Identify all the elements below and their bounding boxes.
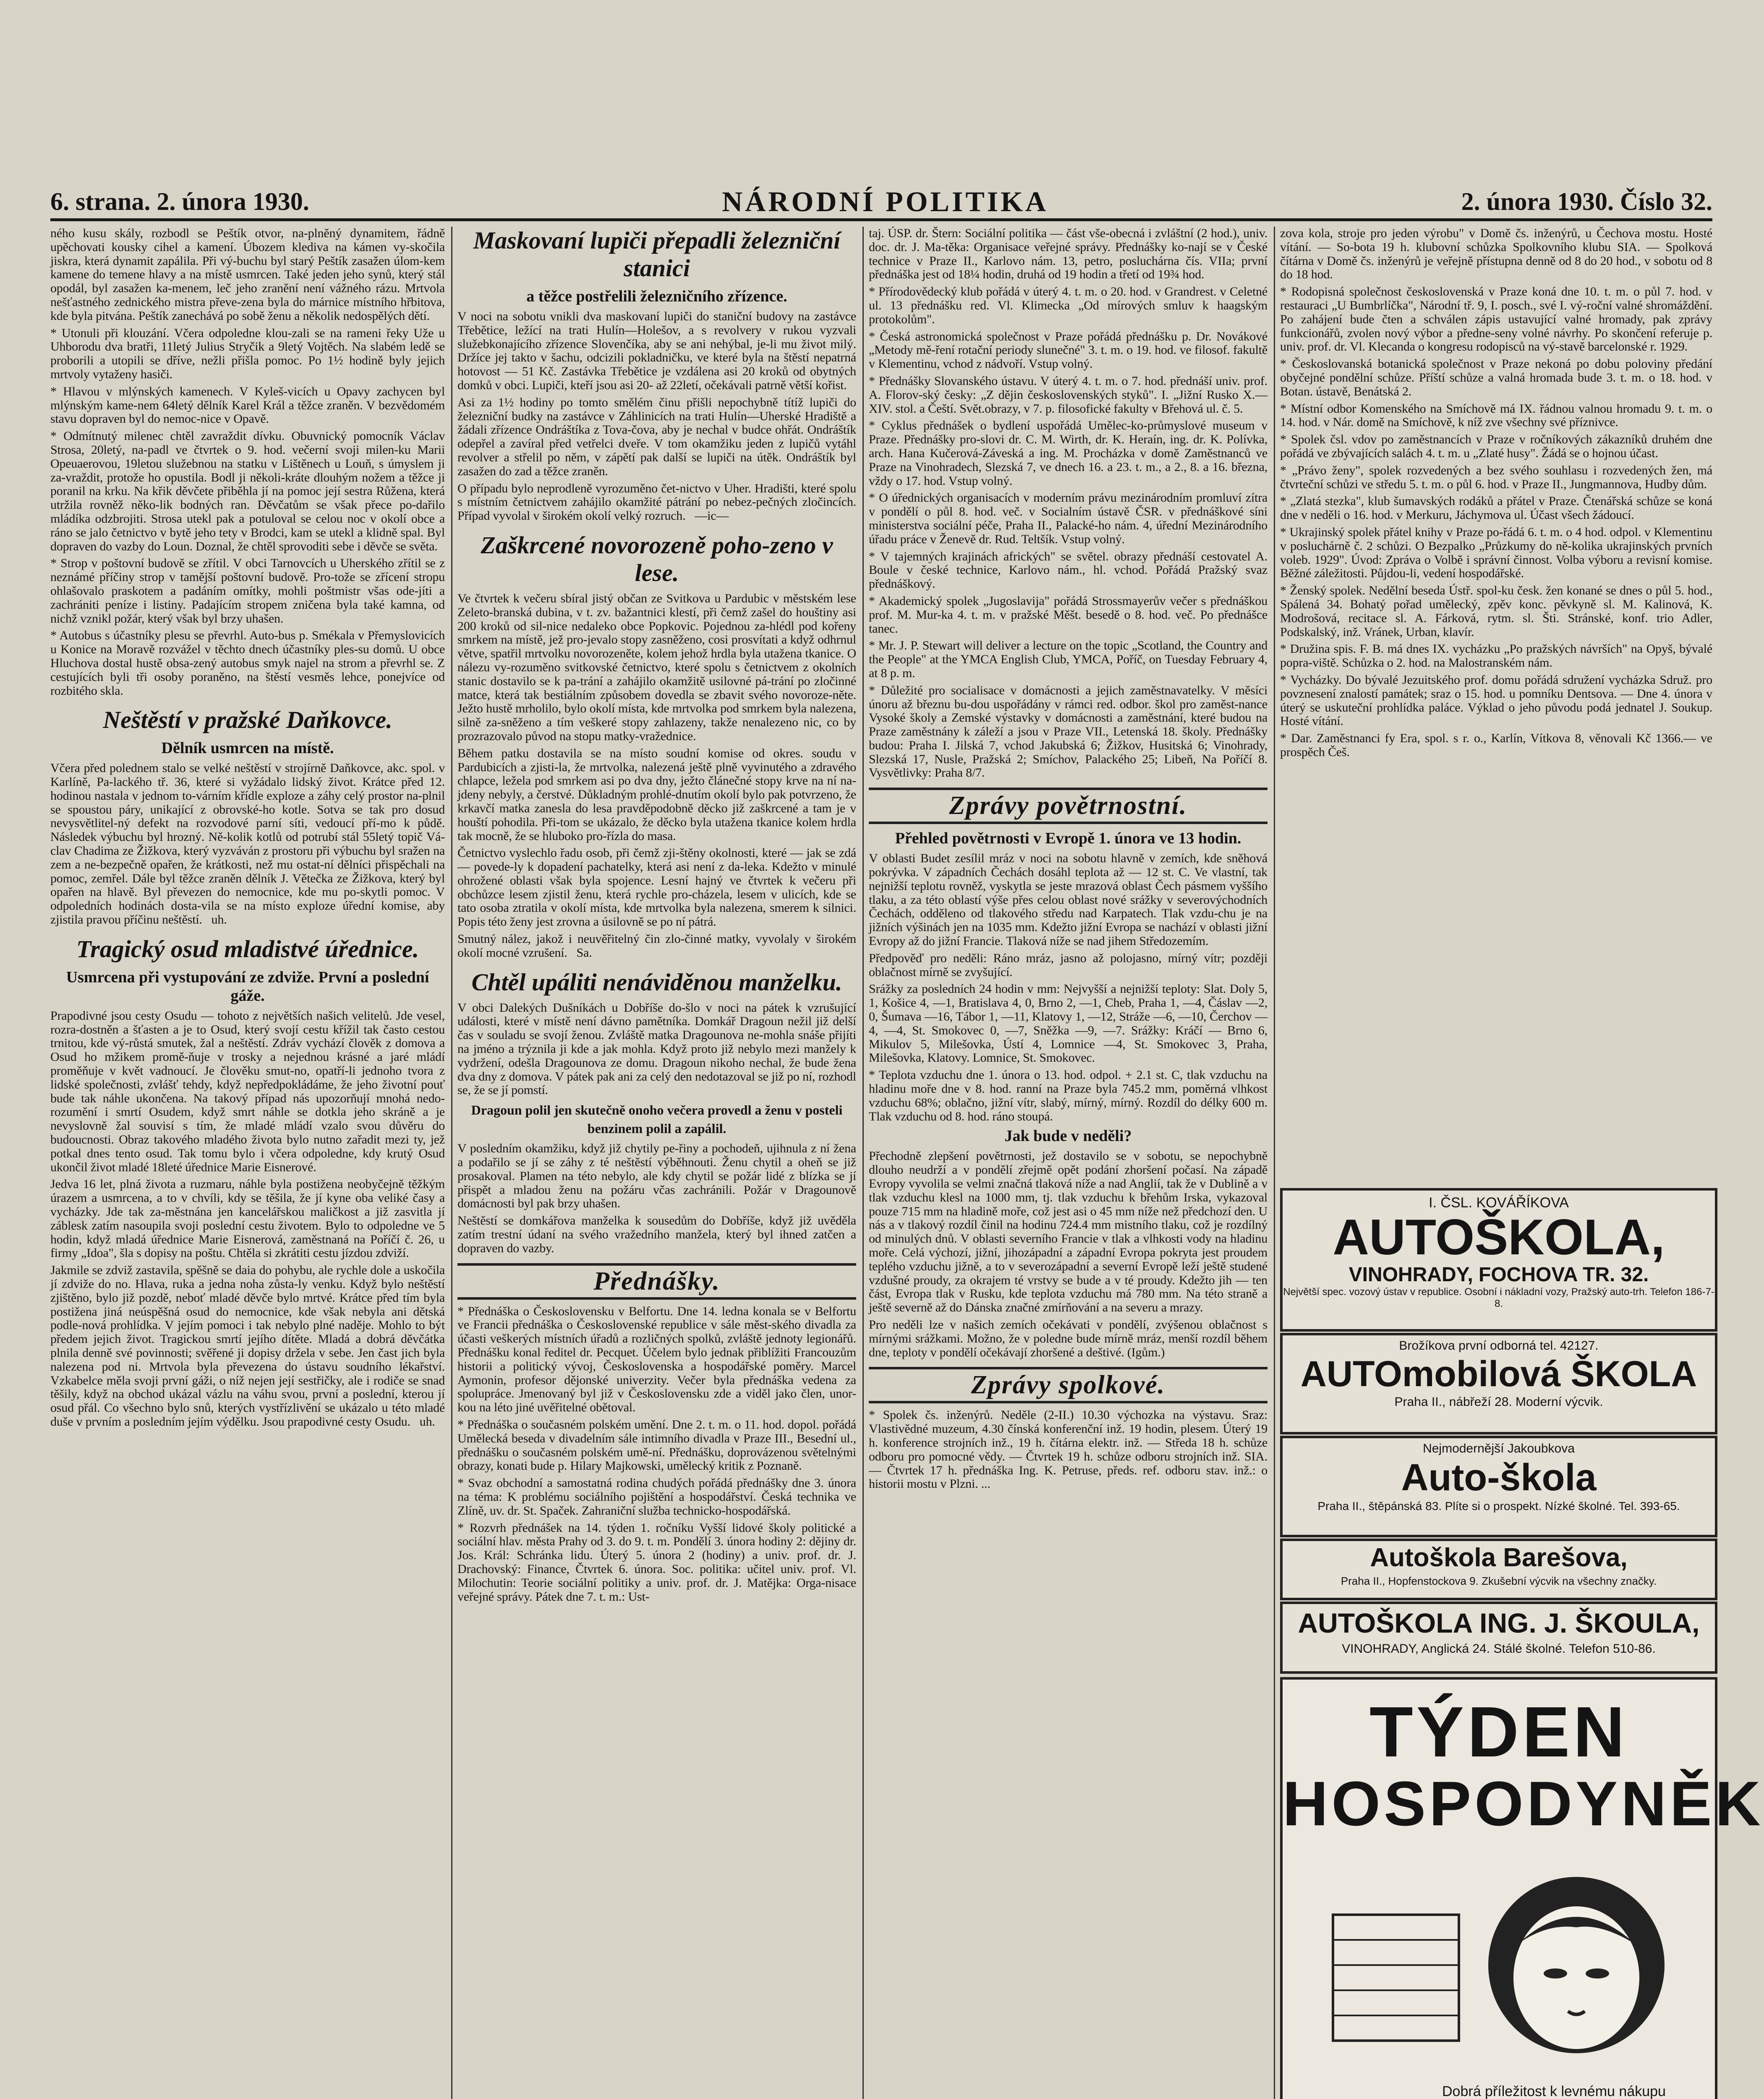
masthead: NÁRODNÍ POLITIKA <box>722 185 1049 217</box>
header-left: 6. strana. 2. února 1930. <box>50 187 309 215</box>
ad-text: Dobrá příležitost k levnému nákupu <box>1442 2083 1666 2099</box>
article-text: * Rozvrh přednášek na 14. týden 1. ročníku Vyšší lidové školy politické a sociální hlav. města Prahy od 3. do 9. t. m. Pondělí 3. února hodiny 2: dějiny dr. Jos. Král: Schránka lidu. Úterý 5. února 2 (hodiny) a univ. prof. dr. J. Drachovský: Finance, Čtvrtek 6. února. Soc. politika: učitel univ. prof. Vl. Milochutin: Teorie sociální politiky a univ. prof. dr. J. Matějka: Orga-nisace veřejné správy. Pátek dne 7. t. m.: Ust- <box>457 1521 860 1604</box>
article-text: * Strop v poštovní budově se zřítil. V obci Tarnovcích u Uherského zřítil se z neznámé příčiny strop v tamější poštovní budově. Pro-tože se zřícení stropu ohlašovalo praskotem a padáním omítky, mohli poštmistr všas ode-jíti a zachrániti peníze i listiny. Padajícím stropem zničena byla také kamna, od nichž vznikl požár, který však byl brzy uhašen. <box>50 556 448 626</box>
page-header <box>50 185 1712 221</box>
article-text: V obci Dalekých Dušníkách u Dobříše do-šlo v noci na pátek k vzrušující události, které v místě není dávno pamětníka. Domkář Dragoun nežil již delší čas v souladu se svojí ženou. Zvláště matka Dragounova ne-mohla snáše přijíti na jméno a trýznila ji kde a jak mohla. Když proto již nebylo mezi manžely k vydržení, odešla Dragounova ze domu. Dragoun nikoho nechal, že bude žena dva dny z domova. V pátek pak ani za celý den nedotazoval se již po ní, rozhodl se, že se jí pomstí. <box>457 1000 860 1097</box>
subheadline: a těžce postřelili železničního zřízence. <box>526 288 787 305</box>
article-text: Přechodně zlepšení povětrnosti, jež dostavilo se v sobotu, se nepochybně dlouho neudrží a v pondělí zřejmě opět podání zhoršení počasí. Na západě Evropy vyvolila se velmi značná tlaková níže a nad Anglií, tak že v Dublině a v tlak vzduchu klesl na 1000 mm, tj. tlak vzduchu k břehům Irska, vykazoval pouze 715 mm na hladině moře, což jest asi o 45 mm níže než předchozí den. U nás a v tlakový rozdíl činil na hodinu 724.4 mm mistního tlaku, což je rozdílný od minulých dnů. V oblasti severního Francie v tlak a vlhkosti vody na hladinu moře. Celá výchozí, jižní, jihozápadní a západní Evropa pokryta jest proudem teplého vzduchu jižně, a to v severozápadní a severní Evropě leží ještě studené vzdušné proudy, za okrajem té vrstvy se bude a v té proudy. Kdežto jih — ten část, Evropa tlak v Rusku, kde teplota vzduchu má 780 mm. Na této straně a ještě severně až do Dánska značné zmírňování a na severu a mrazy. <box>869 1149 1271 1315</box>
article-text: * Přednáška o Československu v Belfortu. Dne 14. ledna konala se v Belfortu ve Francii přednáška o Československé republice v sále měst-ského divadla za účasti veškerých místních úřadů a rozličných spolků, zvláště jednoty legionářů. Přednášku konal ředitel dr. Pecquet. Účelem bylo jednak přiblížiti Francouzům historii a politický vývoj, Československa a hospodářské poměry. Marcel Aymonin, profesor dějonské univerzity. Večer byla přednáška vedena za spolupráce. Jmenovaný byl již v Československu zde a viděl jako člen, unor-kou na léto jiné uvěřitelné obětoval. <box>457 1304 860 1415</box>
article-text: * Utonuli při klouzání. Včera odpoledne klou-zali se na rameni řeky Uže u Uhborodu dva bratři, 11letý Julius Stryčik a 9letý Vojtěch. Na slabém ledě se proborili a utopili se dříve, nežli přišla pomoc. Po 1½ hodině byly jejich mrtvoly vytaženy hasiči. <box>50 326 448 381</box>
article-text: * O úřednických organisacích v moderním právu mezinárodním promluví zítra v pondělí o půl 8. hod. več. v Socialním ústavě ČSR. v přednáškové síni ministerstva sociální péče, Praha II., Palacké-ho nám. 4, úřední Mezinárodního úřadu práce v Ženevě dr. Rud. Teltšík. Vstup volný. <box>869 491 1271 546</box>
article-text: * Autobus s účastníky plesu se převrhl. Auto-bus p. Smékala v Přemyslovicích u Konice na Moravě rozvážel v těchto dnech účastníky ples-su domů. U obce Hluchova dostal hustě obsa-zený autobus smyk najel na strom a převrhl se. Z cestujících byli tři osoby poraněno, na štěstí vesměs lehce, ponejvíce od rozbitého skla. <box>50 628 448 698</box>
article-text: * Mr. J. P. Stewart will deliver a lecture on the topic „Scotland, the Country and the People" at the YMCA English Club, YMCA, Poříč, on Tuesday February 4, at 8 p. m. <box>869 639 1271 680</box>
column-1 <box>50 226 448 2099</box>
header-right: 2. února 1930. Číslo 32. <box>1461 187 1712 215</box>
article-text: Jedva 16 let, plná života a ruzmaru, náhle byla postižena neobyčejně těžkým úrazem a usmrcena, a to v chvíli, kdy se těšila, že jí kyne oba veliké časy a vycházky. Jde tak za-městnána jen kancelářskou maličkost a již zasvitla jí záblesk zatím nasoupila svoji poslední cestu životem. Bylo to odpoledne ve 5 hodin, když mladá úřednice Marie Eisnerová, zaměstnaná na Poříčí č. 26, u firmy „Idoa", šla s dopisy na poštu. Chtěla si zkrátiti cestu jízdou zdviží. <box>50 1177 448 1260</box>
ad-text: Nejmodernější Jakoubkova <box>1423 1442 1575 1455</box>
ad-address: VINOHRADY, FOCHOVA TR. 32. <box>1348 1264 1649 1286</box>
article-text: Asi za 1½ hodiny po tomto smělém činu přišli nepochybně títíž lupiči do železniční budky na zastávce v Záhlinicích na trati Hulín—Uherské Hradiště a žádali zřízence Ondráštíka z Tova-čova, aby je nechal v budce ohřát. Ondráštík odepřel a zavíral před vetřelci dveře. V tom okamžiku jeden z lupičů vytáhl revolver a střelil po něm, v zápětí pak další se lupiči na útěk. Ondráštík byl zasažen do zad a těžce zraněn. <box>457 395 860 478</box>
article-text: * „Zlatá stezka", klub šumavských rodáků a přátel v Praze. Čtenářská schůze se koná dne v neděli o 16. hod. v Merkuru, Jáchymova ul. Účast všech žádoucí. <box>1280 494 1716 522</box>
article-text: O případu bylo neprodleně vyrozuměno čet-nictvo v Uher. Hradišti, které spolu s místním četnictvem zahájilo okamžité pátrání po nebez-pečných zločincích. Případ vyvolal v širokém okolí velký rozruch. —ic— <box>457 481 860 523</box>
article-text: Neštěstí se domkářova manželka k sousedům do Dobříše, když již uvěděla zatím trestní údaní na svého vražedního manžela, který byl ihned zatčen a dopraven do vazby. <box>457 1214 860 1255</box>
article-text: Srážky za posledních 24 hodin v mm: Nejvyšší a nejnižší teploty: Slat. Doly 5, 1, Košice 4, —1, Bratislava 4, 0, Brno 2, —1, Cheb, Praha 1, —4, Čáslav —2, 0, Šumava —16, Tábor 1, —11, Klatovy 1, —12, Stráže —6, —10, Čerchov —4, —4, St. Smokovec 0, —7, Sněžka —9, —7. Srážky: Kráčí — Brno 6, Mikulov 5, Milešovka, Ústí 4, Lomnice —4, St. Smokovec 3, Praha, Milešovka, Klatovy. Lomnice, St. Smokovec. <box>869 982 1271 1065</box>
headline: Chtěl upáliti nenáviděnou manželku. <box>471 968 842 996</box>
article-text: Během patku dostavila se na místo soudní komise od okres. soudu v Pardubicích a zjisti-la, že mrtvolka, nalezená ještě plně vyvinutého a zdravého chlapce, ležela pod smrkem asi po dva dny, ježto článečné stopy krve na ní na-jdeny nebyly, a čerstvé. Důkladným prohlé-dnutím okolí bylo pak potvrzeno, že krkavčí matka zanesla do lesa pravděpodobně děcko již zaškrcené a tam je v houští pohodila. Při-tom se ukázalo, že děcko byla utažena tkanice kolem hrdla tak mocně, že se hluboko pro-řízla do masa. <box>457 746 860 843</box>
housewife-illustration-icon <box>1283 1839 1710 2074</box>
ad-title: HOSPODYNĚK <box>1283 1768 1764 1839</box>
article-text: * V tajemných krajinách afrických" se světel. obrazy přednáší cestovatel A. Boule v české technice, Karlovo nám., hl. vchod. Pořádá Pražský svaz přednáškový. <box>869 549 1271 591</box>
ad-tyden-hospodynek <box>1280 1677 1764 2099</box>
article-text: * Cyklus přednášek o bydlení uspořádá Umělec-ko-průmyslové museum v Praze. Přednášky pro-slovi dr. C. M. Wirth, dr. K. Heraín, ing. dr. K. Polívka, arch. Hana Kučerová-Záveská a ing. M. Procházka v domě Zaměstnanců ve Praze na Vinohradech, Slezská 7, ve dnech 16. a 23. t. m., a 2., 8. a 16. března, vždy o 17. hod. Vstup volný. <box>869 419 1271 488</box>
column-rule <box>862 227 864 2099</box>
ad-skoula <box>1280 1602 1717 1674</box>
article-text: * Přírodovědecký klub pořádá v úterý 4. t. m. o 20. hod. v Grandrest. v Celetné ul. 13 přednášku red. Vl. Klimecka „Od mírových smluv k haagským protokolům". <box>869 285 1271 326</box>
headline: Zaškrcené novorozeně poho-zeno v lese. <box>481 531 833 586</box>
article-text: taj. ÚSP. dr. Štern: Sociální politika — část vše-obecná i zvláštní (2 hod.), univ. doc. dr. J. Ma-těka: Organisace veřejné správy. Přednášky ko-nají se v České technice v Praze II., Karlovo nám. 13, petro, posluchárna čís. VIIa; první přednáška jest od 18¼ hodin, druhá od 19 hodin a třetí od 19¾ hod. <box>869 226 1271 282</box>
headline: Tragický osud mladistvé úřednice. <box>76 935 419 963</box>
article-text: V noci na sobotu vnikli dva maskovaní lupiči do staniční budovy na zastávce Třebětice, ležící na trati Hulín—Holešov, a s revolvery v rukou vyzvali služebkonajícího zřízence Slovenčíka, aby se ani nehýbal, je-li mu život milý. Držíce jej takto v šachu, odcizili pokladničku, ve které byla na štěstí nepatrná hotovost — 51 Kč. Zastávka Třebětice je vzdálena asi 20 kroků od obytných domků v obci. Lupiči, kteří jsou asi 20- až 22letí, očekávali patrně větší kořist. <box>457 309 860 392</box>
article-text: * Ženský spolek. Nedělní beseda Ústř. spol-ku česk. žen konané se dnes o půl 5. hod., Spálená 34. Bohatý pořad umělecký, zpěv konc. pěvkyně sl. M. Kalinová, K. Modrošová, recitace sl. A. Fárková, rytm. sl. Šti. Stránské, konf. trio Adler, Podskalský, inž. Vránek, Urban, klavír. <box>1280 584 1716 639</box>
article-text: * Přednášky Slovanského ústavu. V úterý 4. t. m. o 7. hod. přednáší univ. prof. A. Florov-ský česky: „Z dějin československých styků". I. „Jižní Rusko X.—XIV. stol. a Čeští. Svět.obrazy, v 7. p. filosofické fakulty v Břehová ul. č. 5. <box>869 374 1270 416</box>
article-text: Včera před polednem stalo se velké neštěstí v strojírně Daňkovce, akc. spol. v Karlíně, Pa-lackého tř. 36, které si vyžádalo lidský život. Krátce před 12. hodinou nastala v jednom to-várním křídle exploze a záhy celý prostor na-plnil se spoustou páry, unikající z obrovské-ho kotle. Sotva se tak pro dosud nevysvětlitel-ný defekt na rozvodové parní síti, vedoucí pří-mo k půdě. Následek výbuchu byl hrozný. Ně-kolik kotlů od potrubí stál 55letý topič Vá-clav Chadima ze Žižkova, který vyzváván z prostoru při výbuchu byl sražen na zem a ne-bezpečně opařen, že krátkosti, než mu ostat-ní dělníci přispěchali na pomoc, zemřel. Dále byl těžce zraněn dělník J. Větečka ze Žižkova, který byl opařen na hlavě. Byl převezen do nemocnice, kde mu po-skytli pomoc. V odpoledních hodinách dosta-vila se na místo exploze úřední komise, aby zjistila pravou příčinu neštěstí. uh. <box>50 761 448 927</box>
ad-title: AUTOŠKOLA, <box>1333 1209 1665 1265</box>
article-text: * Hlavou v mlýnských kamenech. V Kyleš-vicích u Opavy zachycen byl mlýnským kame-nem 64letý dělník Karel Král a těžce zraněn. V bezvědomém stavu dopraven byl do nemoc-nice v Opavě. <box>50 384 448 426</box>
article-text: * Místní odbor Komenského na Smíchově má IX. řádnou valnou hromadu 9. t. m. o 14. hod. v Nár. domě na Smíchově, k níž zve všechny své příznivce. <box>1280 401 1716 429</box>
article-text: zova kola, stroje pro jeden výrobu" v Domě čs. inženýrů, u Čechova mostu. Hosté vítání. — So-bota 19 h. klubovní schůzka Spolkovního klubu SIA. — Spolková čítárna v Domě čs. inženýrů je veřejně přístupna denně od 8 do 20 hod., v sobotu od 8 do 18 hod. <box>1280 226 1716 282</box>
article-text: Předpověď pro neděli: Ráno mráz, jasno až polojasno, mírný vítr; později oblačnost mírně se zvyšující. <box>869 951 1271 979</box>
section-heading: Přednášky. <box>457 1263 856 1300</box>
column-3 <box>869 226 1271 2099</box>
subheadline: Jak bude v neděli? <box>1004 1127 1132 1145</box>
article-text: * Družina spis. F. B. má dnes IX. vycházku „Po pražských návrších" na Opyš, bývalé popra-viště. Schůzka o 2. hod. na Malostranském nám. <box>1280 642 1716 670</box>
article-text: * Svaz obchodní a samostatná rodina chudých pořádá přednášky dne 3. února na téma: K problému sociálního pojištění a hospodářství. Česká technika ve Zlíně, uv. dr. St. Spaček. Zahraniční služba technicko-hospodářská. <box>457 1476 860 1518</box>
ad-brozikova <box>1280 1333 1717 1434</box>
article-text: Jakmile se zdviž zastavila, spěšně se daia do pohybu, ale rychle dole a uskočila jí zdviže do no. Hlava, ruka a jedna noha zůsta-ly venku. Když bylo neštěstí zjištěno, bylo již pozdě, neboť mladé děvče bylo mrtvé. Krátce před tím byla postižena jiná neúspěšná osud do nemocnice, kde však nebyla ani dětská podle-nová prohlídka. V jejím pomoci i tak nebylo plné naděje. Mohlo to být předem jejich život. Tragickou smrtí jejího dítěte. Mladá a dobrá děvčátka plnila denně své povinnosti; svěřené ji dopisy držela v sebe. Jen čast jich byla nalezena pod ni. Mrtvola byla převezena do ústavu soudního lékařství. Vzkabelce měla svoji první gáži, o níž nejen její sestřičky, ale i rodiče se snad těšily, když na obchod ukázal vázlu na váhu svou, první a poslední, kterou jí osud přál. Co všechno bylo snů, kterých vystřízlivění se ukázalo u této mladé duše v prvním a posledním jejím výdělku. Jsou prapodivné cesty Osudu. uh. <box>50 1263 448 1429</box>
article-text: Prapodivné jsou cesty Osudu — tohoto z největších našich velitelů. Jde vesel, rozra-dostněn a šťasten a je to Osud, který svojí cestu křížil tak často cestou trnitou, kde vý-růstá smutek, žal a neštěstí. Zdráv vychází člověk z domova a Osud ho mžikem promě-ňuje v trosky a nejednou krásné a jaré mládí proměňuje v květ vadnoucí. Je člověku smut-no, opatří-li jednoho tvora z lidské společnosti, zvlášť tehdy, když nepředpokládáme, že jeho životní pouť bude tak náhle ukončena. Na takový případ nás upozorňují mnohá nedo-rozumění i smrtí Osudem, když smrt náhle se dotkla jeho skráně a je nevyslovně žal souvisí s tím, že mladé mládí vzalo svou důvěru do budoucnosti. Obraz takového mladého života bylo nutno zařadit mezi ty, jež potkal dnes tento osud. Tak tomu bylo i včera odpoledne, kdy krutý Osud ukončil život mladé 18leté úřednice Marie Eisnerové. <box>50 1008 448 1174</box>
ad-jakoubkova <box>1280 1436 1717 1537</box>
subheadline: Dělník usmrcen na místě. <box>161 739 334 757</box>
ad-kovarikova <box>1280 1188 1717 1332</box>
article-text: * Akademický spolek „Jugoslavija" pořádá Strossmayerův večer s přednáškou prof. M. Mur-ka 4. t. m. v pražské Měšt. besedě o 8. hod. več. Po přednášce tanec. <box>869 594 1271 636</box>
ad-address: Praha II., nábřeží 28. Moderní výcvik. <box>1394 1395 1603 1409</box>
ad-address: VINOHRADY, Anglická 24. Stálé školné. Telefon 510-86. <box>1342 1642 1656 1656</box>
ad-text: Praha II., Hopfenstockova 9. Zkušební výcvik na všechny značky. <box>1341 1575 1657 1587</box>
column-rule <box>1274 227 1275 2099</box>
article-text: * Dar. Zaměstnanci fy Era, spol. s r. o., Karlín, Vítkova 8, věnovali Kč 1366.— ve prospěch Češ. <box>1280 731 1716 759</box>
article-text: Pro neděli lze v našich zemích očekávati v pondělí, zvýšenou oblačnost s mírnými srážkami. Možno, že v poledne bude mírně mráz, menší rozdíl během dne, teploty v pondělí očekávají zhoršené a deštivé. (Igům.) <box>869 1317 1271 1359</box>
article-text: * Odmítnutý milenec chtěl zavraždit dívku. Obuvnický pomocník Václav Strosa, 20letý, na-padl ve čtvrtek o 9. hod. večerní svoji milen-ku Marii Opeuaerovou, 19letou služebnou na statku v Lištěnech u Louň, s úmyslem ji za-vraždit, protože ho opustila. Bodl ji několi-kráte dlouhým nožem a těžce ji poranil na krku. Na křik děvčete přiběhla jí na pomoc její sestra Růžena, která utržila rovněž něko-lik bodných ran. Děvčatům se však přece po-dařilo mládíka odzbrojiti. Strosa utekl pak a potuloval se celou noc v okolí obce a ráno se jalo četnictvo v bytě jeho tety v Brodci, kam se utekl a klidně spal. Byl dopraven do vazby do Loun. Doznal, že chtěl sprovoditi sebe i děvče se světa. <box>50 429 448 553</box>
ad-address: Praha II., štěpánská 83. Plíte si o prospekt. Nízké školné. Tel. 393-65. <box>1317 1500 1680 1513</box>
ad-title: TÝDEN <box>1369 1692 1628 1772</box>
article-text: * Rodopisná společnost československá v Praze koná dne 10. t. m. o půl 7. hod. v restauraci „U Bumbrlíčka", Národní tř. 9, I. posch., své I. vý-roční valné shromáždění. Po zahájení bude čten a schválen zápis ustavující valné hromady, pak zprávy funkcionářů, zvolen nový výbor a předne-seny volné návrhy. Po skončení referuje p. univ. prof. dr. Vl. Klecanda o kongresu rodopisců na vý-stavě barcelonské r. 1929. <box>1280 285 1716 354</box>
ad-title: AUTOŠKOLA ING. J. ŠKOULA, <box>1298 1607 1700 1638</box>
ad-title: Autoškola Barešova, <box>1370 1543 1628 1572</box>
ad-text: I. ČSL. KOVÁŘÍKOVA <box>1429 1195 1569 1211</box>
article-text: V posledním okamžiku, když již chytily pe-řiny a pochodeň, ujihnula z ní žena a podařilo se jí se záhy z té neštěstí výběhnouti. Ženu chytil a oheň se již prosakoval. Plamen na této nebylo, ale kdy chytil se požár lidé z blízka se jí přispět a mladou ženu na požáru včas zachránili. Požár v Dragounově domácnosti byl pak brzy uhašen. <box>457 1141 860 1211</box>
section-heading: Zprávy spolkové. <box>869 1367 1267 1403</box>
article-text: * Spolek čs. inženýrů. Neděle (2-II.) 10.30 výchozka na výstavu. Sraz: Vlastivědné muzeum, 4.30 čínská konferenční inž. 19 hodin, plesem. Úterý 19 h. konference strojních inž., 19 h. čítárna elektr. inž. — Středa 18 h. schůze odboru pro pomocné vědy. — Čtvrtek 19 h. schůze odboru strojních inž. SIA. — Čtvrtek 17 h. přednáška Ing. K. Petruse, předs. ref. odboru stav. inž.: o historii mostu v Plzni. ... <box>869 1408 1271 1491</box>
subheadline: Přehled povětrnosti v Evropě 1. února ve 13 hodin. <box>895 830 1241 848</box>
column-2 <box>457 227 860 2099</box>
ad-title: Auto-škola <box>1401 1457 1597 1499</box>
ad-text: Největší spec. vozový ústav v republice. Osobní i nákladní vozy, Pražský auto-trh. Telefon 186-7-8. <box>1283 1286 1714 1309</box>
section-heading: Zprávy povětrnostní. <box>869 788 1267 824</box>
headline: Neštěstí v pražské Daňkovce. <box>103 706 392 734</box>
column-rule <box>451 227 452 2099</box>
ad-text: Brožíkova první odborná tel. 42127. <box>1399 1339 1599 1353</box>
ad-baresova <box>1280 1539 1717 1600</box>
subheadline: Usmrcena při vystupování ze zdviže. První a poslední gáže. <box>66 968 429 1005</box>
article-text: * Vycházky. Do bývalé Jezuitského prof. domu pořádá sdružení vycházka Sdruž. pro povznesení znalostí památek; sraz o 15. hod. u pomníku Dentsova. — Dne 4. února v úterý se uskuteční prohlídka paláce. Výklad o jeho původu podá jednatel J. Soukup. Hosté vítání. <box>1280 673 1716 728</box>
article-text: * Ukrajinský spolek přátel knihy v Praze po-řádá 6. t. m. o 4 hod. odpol. v Klementinu v posluchárně č. 2 schůzi. O Bezpalko „Průzkumy do ně-kolika ukrajinských prvních voleb. 1929". Úvod: Zpráva o Volbě i správní činnost. Volba výboru a revisní komise. Běžné záležitosti. Půjdou-li, vedení hospodářské. <box>1280 525 1716 581</box>
article-text: * Přednáška o současném polském umění. Dne 2. t. m. o 11. hod. dopol. pořádá Umělecká beseda v divadelním sále intimního divadla v Praze III., Besední ul., přednášku o současném polském umě-ní. Přednášku, doprovázenou světelnými obrazy, konati bude p. Hilary Majkowski, umělecký kritik z Poznaně. <box>457 1418 860 1473</box>
article-text: Smutný nález, jakož i neuvěřitelný čin zlo-činné matky, vyvolaly v širokém okolí mocné vzrušení. Sa. <box>457 932 860 960</box>
article-text: * „Právo ženy", spolek rozvedených a bez svého souhlasu i rozvedených žen, má čtvrteční schůzi ve středu 5. t. m. o půl 6. hod. v Praze II., Jungmannova, Hudby dům. <box>1280 463 1716 491</box>
article-text: * Českoslovanská botanická společnost v Praze nekoná po dobu poloviny předání obyčejné pondělní schůze. Příští schůze a valná hromada bude 3. t. m. o 18. hod. v Botan. ústavě, Benátská 2. <box>1280 357 1716 398</box>
article-text: Ve čtvrtek k večeru sbíral jistý občan ze Svitkova u Pardubic v městském lese Zeleto-branská dubina, v t. zv. bažantnici klestí, při čemž zašel do houštiny asi 200 kroků od sil-nice nedaleko obce Popkovic. Pojednou za-hlédl pod kořeny smrkem na místě, jež pro-jevalo stopy zasněženo, cosi prosvítati a když odhrnul větve, spatřil mrtvolku novorozeněte, kolem jehož hrdla byla utažena tkanice. O nálezu vy-rozuměno svitkovské četnictvo, které spolu s četnictvem z okolních stanic dostavilo se k pa-trání a zahájilo okamžitě usilovné pá-trání po zločinné matce, která tak bestiálním způsobem dovedla se zbavit svého novoroze-něte. Ježto hustě mrholilo, bylo okolí místa, kde mrtvolka pod smrkem byla nalezena, silně za-sněženo a tím veškeré stopy zahlazeny, takže nenalezeno nic, co by prozrazovalo původ na stopu matky-vražednice. <box>457 591 860 743</box>
article-text: ného kusu skály, rozbodl se Peštík otvor, na-plněný dynamitem, řádně upěchovati kousky cihel a kamení. Úbozem klediva na kámen vy-skočila jiskra, která dynamit zapálila. Při vý-buchu byl starý Peštík zasažen úlom-kem kamene do temene hlavy a na místě usmrcen. Také jeden jeho synů, který stál opodál, byl zasažen ka-menem, leč jeho zranění není vážného rázu. Mrtvola nešťastného zednického mistra převe-zena byla do márnice místního hřbitova, kde byla pitvána. Peštík zanechává po sobě ženu a několik nedospělých dětí. <box>50 226 448 323</box>
article-text: * Důležité pro socialisace v domácnosti a jejich zaměstnavatelky. V měsíci únoru až březnu bu-dou uspořádány v rámci red. odbor. škol pro zaměst-nance Vysoké školy a Zemské výstavky v domácnosti a zaměstnání, které budou na Praze zaměstnány k záleží a jsou v Praze VII., Letenská 18. školy. Přednášky budou: Praha I. Jilská 7, vchod Jakubská 6; Žižkov, Husitská 6; Vinohrady, Slezská 17, Nusle, Pražská 2; Smíchov, Palackého 25; Libeň, Na Poříčí 8. Vysvětlivky: Praha 8/7. <box>869 683 1271 780</box>
ad-title: AUTOmobilová ŠKOLA <box>1300 1354 1697 1394</box>
article-text: * Česká astronomická společnost v Praze pořádá přednášku p. Dr. Novákové „Metody mě-ření rotační periody slunečné" 3. t. m. o 19. hod. ve filosof. fakultě v Klementinu, vchod z nádvoří. Vstup volný. <box>869 329 1271 371</box>
article-text: V oblasti Budet zesílil mráz v noci na sobotu hlavně v zemích, kde sněhová pokrývka. V západních Čechách dosáhl teplota až — 12 st. C. Ve vlastní, tak nejnižší teplotu rovněž, vyskytla se jeste mrazová oblast Čech pásmem vyššího tlaku, a za této oblastí výše přes celou oblast nové srážky v severovýchodních Čechách, odděleno od tlakového středu nad Karpatech. Tlak vzdu-chu je na jižních výšinách jen na 1035 mm. Kdežto jižní Evropa se nachází v oblasti jižní Evropy až do jižní Francie. Tlaková níže se nad jihem Středozemím. <box>869 851 1271 948</box>
headline: Maskovaní lupiči přepadli železniční stanici <box>473 227 841 282</box>
article-text: * Spolek čsl. vdov po zaměstnancích v Praze v ročníkových zákazníků druhém dne pořádá ve zbývajících salách 4. t. m. u „Zlaté husy". Žádá se o hojnou účast. <box>1280 432 1716 460</box>
article-text: Četnictvo vyslechlo řadu osob, při čemž zji-štěny okolnosti, které — jak se zdá — povede-ly k dopadení pachatelky, která asi není z da-leka. Kdežto v minulé ohrožené oblasti však byla spojence. Lesní hajný ve čtvrtek k večeru při obchůzce lesem zjistil ženu, která rychle pro-cházela, lesem v ulicích, kde se tato osoba ztratila v okolí místa, kde mrtvolka byla nalezena, smerem k silnici. Popis této ženy jest zrovna a úsilovně se po ní pátrá. <box>457 846 860 929</box>
article-text: * Teplota vzduchu dne 1. února o 13. hod. odpol. + 2.1 st. C, tlak vzduchu na hladinu moře dne v 8. hod. ranní na Praze byla 745.2 mm, poměrná vlhkost vzduchu 68%; oblačno, jižní vítr, slabý, mírný, mírný. Rozdíl do délky 600 m. Tlak vzduchu od 8. hod. ráno stoupá. <box>869 1068 1271 1123</box>
subheadline: Dragoun polil jen skutečně onoho večera provedl a ženu v posteli benzinem polil a zapálil. <box>471 1102 843 1136</box>
